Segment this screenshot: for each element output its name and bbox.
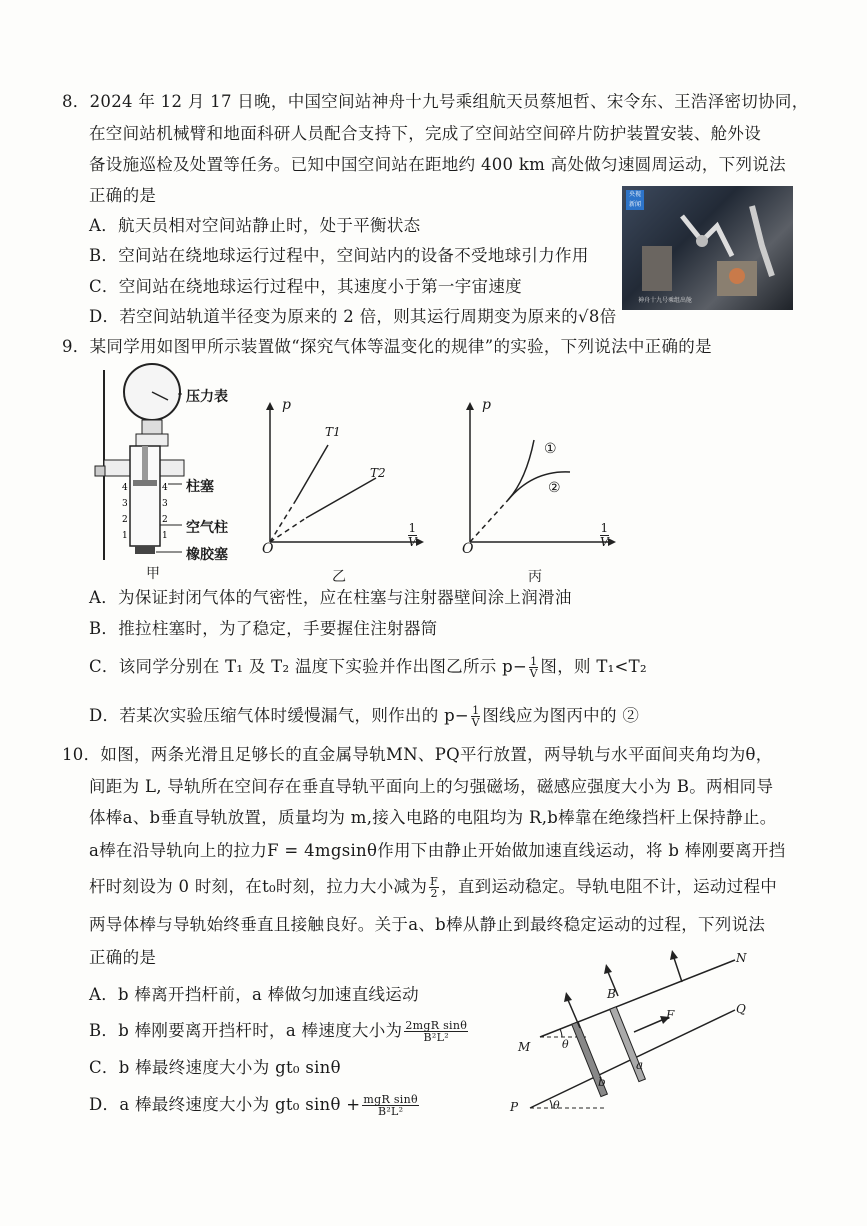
q8-line2: 在空间站机械臂和地面科研人员配合支持下，完成了空间站空间碎片防护装置安装、舱外设 xyxy=(89,124,761,143)
q9-option-c-frac xyxy=(529,656,538,679)
q10-line1: 10．如图，两条光滑且足够长的直金属导轨MN、PQ平行放置，两导轨与水平面间夹角均为θ， xyxy=(62,745,773,764)
q10-line6: 两导体棒与导轨始终垂直且接触良好。关于a、b棒从静止到最终稳定运动的过程，下列说法 xyxy=(89,915,766,934)
bing-axis-x xyxy=(600,522,609,549)
q10-option-d-frac xyxy=(362,1094,419,1117)
bing-curve-1-label: ① xyxy=(544,441,557,457)
q8-line3: 备设施巡检及处置等任务。已知中国空间站在距地约 400 km 高处做匀速圆周运动，下列说法 xyxy=(89,155,786,174)
q10-option-b-frac xyxy=(404,1020,468,1043)
q10-line7: 正确的是 xyxy=(89,948,157,967)
fig-jia-caption: 甲 xyxy=(146,566,160,582)
rail-label-n: N xyxy=(736,951,747,965)
q9-option-d-frac-den: V xyxy=(471,716,480,729)
rail-diagram xyxy=(510,950,770,1120)
q10-line4: a棒在沿导轨向上的拉力F = 4mgsinθ作用下由静止开始做加速直线运动，将 b 棒刚要离开挡 xyxy=(89,841,786,860)
q8-line1: 8．2024 年 12 月 17 日晚，中国空间站神舟十九号乘组航天员蔡旭哲、宋令东、王浩泽密切协同， xyxy=(62,92,809,111)
space-station-photo xyxy=(622,186,793,310)
yi-label-t2: T2 xyxy=(370,466,386,480)
rail-label-rod-a: a xyxy=(636,1058,644,1072)
q9-option-c-frac-den: V xyxy=(529,667,538,680)
label-air-column: 空气柱 xyxy=(186,520,228,536)
q10-option-d-frac-num: mgR sinθ xyxy=(363,1093,418,1106)
q10-option-d-pre: D．a 棒最终速度大小为 gt₀ sinθ + xyxy=(89,1095,361,1114)
svg-text:3: 3 xyxy=(122,499,128,509)
rail-label-rod-b: b xyxy=(598,1075,606,1089)
q8-option-c: C．空间站在绕地球运行过程中，其速度小于第一宇宙速度 xyxy=(89,277,522,296)
svg-text:4: 4 xyxy=(122,483,128,493)
fig-bing-caption: 丙 xyxy=(528,569,542,585)
q10-option-b xyxy=(89,1020,470,1043)
q8-option-d: D．若空间站轨道半径变为原来的 2 倍，则其运行周期变为原来的√8倍 xyxy=(89,307,617,326)
q8-option-b: B．空间站在绕地球运行过程中，空间站内的设备不受地球引力作用 xyxy=(89,246,589,265)
q10-option-d-frac-den: B²L² xyxy=(377,1105,404,1118)
robot-arm-illustration xyxy=(622,186,793,310)
yi-axis-x-den: V xyxy=(408,535,417,549)
q10-option-c: C．b 棒最终速度大小为 gt₀ sinθ xyxy=(89,1058,341,1077)
bing-axis-x-den: V xyxy=(600,535,609,549)
yi-axis-x xyxy=(408,522,417,549)
q8-option-a: A．航天员相对空间站静止时，处于平衡状态 xyxy=(89,216,421,235)
rail-label-f: F xyxy=(666,1008,675,1022)
q9-stem: 9．某同学用如图甲所示装置做“探究气体等温变化的规律”的实验，下列说法中正确的是 xyxy=(62,337,712,356)
svg-text:1: 1 xyxy=(162,531,168,541)
q9-option-d xyxy=(89,705,639,728)
bing-curve-2-label: ② xyxy=(548,480,561,496)
rail-label-theta-top: θ xyxy=(562,1038,569,1051)
q10-line5-frac-den: 2 xyxy=(430,887,438,900)
rail-label-p: P xyxy=(510,1100,519,1114)
q10-line2: 间距为 L, 导轨所在空间存在垂直导轨平面向上的匀强磁场，磁感应强度大小为 B。两相同导 xyxy=(89,777,774,796)
label-rubber-stopper: 橡胶塞 xyxy=(186,547,228,563)
svg-text:1: 1 xyxy=(122,531,128,541)
yi-axis-x-num: 1 xyxy=(408,521,417,535)
yi-origin: O xyxy=(262,541,274,557)
q9-option-d-post: 图线应为图丙中的 ② xyxy=(482,706,640,725)
q9-option-a: A．为保证封闭气体的气密性，应在柱塞与注射器壁间涂上润滑油 xyxy=(89,588,572,607)
q10-option-b-frac-num: 2mgR sinθ xyxy=(405,1019,468,1032)
q10-line5 xyxy=(89,876,777,899)
label-pressure-gauge: 压力表 xyxy=(186,389,228,405)
rail-label-m: M xyxy=(518,1040,531,1054)
rail-label-theta-bottom: θ xyxy=(553,1099,560,1112)
q10-option-b-frac-den: B²L² xyxy=(423,1031,449,1044)
q9-option-d-frac-num: 1 xyxy=(472,704,480,717)
q8-line4: 正确的是 xyxy=(89,186,157,205)
rail-label-b-field: B xyxy=(607,987,616,1001)
q10-line5-post: ，直到运动稳定。导轨电阻不计，运动过程中 xyxy=(441,877,778,896)
bing-axis-x-num: 1 xyxy=(600,521,609,535)
q9-option-c-post: 图，则 T₁<T₂ xyxy=(540,657,647,676)
fig-yi-caption: 乙 xyxy=(332,569,346,585)
graph-yi xyxy=(258,390,428,560)
svg-text:2: 2 xyxy=(122,515,128,525)
q10-option-b-pre: B．b 棒刚要离开挡杆时，a 棒速度大小为 xyxy=(89,1021,403,1040)
photo-caption: 神舟十九号乘组出舱 xyxy=(638,297,693,304)
q10-option-d xyxy=(89,1094,421,1117)
q10-line5-frac-num: F xyxy=(430,875,439,888)
q9-option-c-pre: C．该同学分别在 T₁ 及 T₂ 温度下实验并作出图乙所示 p− xyxy=(89,657,528,676)
svg-text:3: 3 xyxy=(162,499,168,509)
q10-option-a: A．b 棒离开挡杆前，a 棒做匀加速直线运动 xyxy=(89,985,419,1004)
cctv-logo: 央视 新闻 xyxy=(626,190,644,210)
bing-axis-p: p xyxy=(482,397,491,413)
q10-line3: 体棒a、b垂直导轨放置，质量均为 m,接入电路的电阻均为 R,b棒靠在绝缘挡杆上保持静止。 xyxy=(89,808,777,827)
q9-option-d-pre: D．若某次实验压缩气体时缓慢漏气，则作出的 p− xyxy=(89,706,470,725)
q9-option-c xyxy=(89,656,647,679)
bing-origin: O xyxy=(462,541,474,557)
yi-axis-p: p xyxy=(282,397,291,413)
q10-line5-frac xyxy=(429,876,439,899)
q9-option-b: B．推拉柱塞时，为了稳定，手要握住注射器筒 xyxy=(89,619,438,638)
svg-text:4: 4 xyxy=(162,483,168,493)
svg-text:2: 2 xyxy=(162,515,168,525)
q9-option-d-frac xyxy=(471,705,480,728)
q10-line5-pre: 杆时刻设为 0 时刻，在t₀时刻，拉力大小减为 xyxy=(89,877,428,896)
q9-option-c-frac-num: 1 xyxy=(530,655,538,668)
rail-label-q: Q xyxy=(736,1002,746,1016)
yi-label-t1: T1 xyxy=(325,425,341,439)
label-plunger: 柱塞 xyxy=(186,479,214,495)
